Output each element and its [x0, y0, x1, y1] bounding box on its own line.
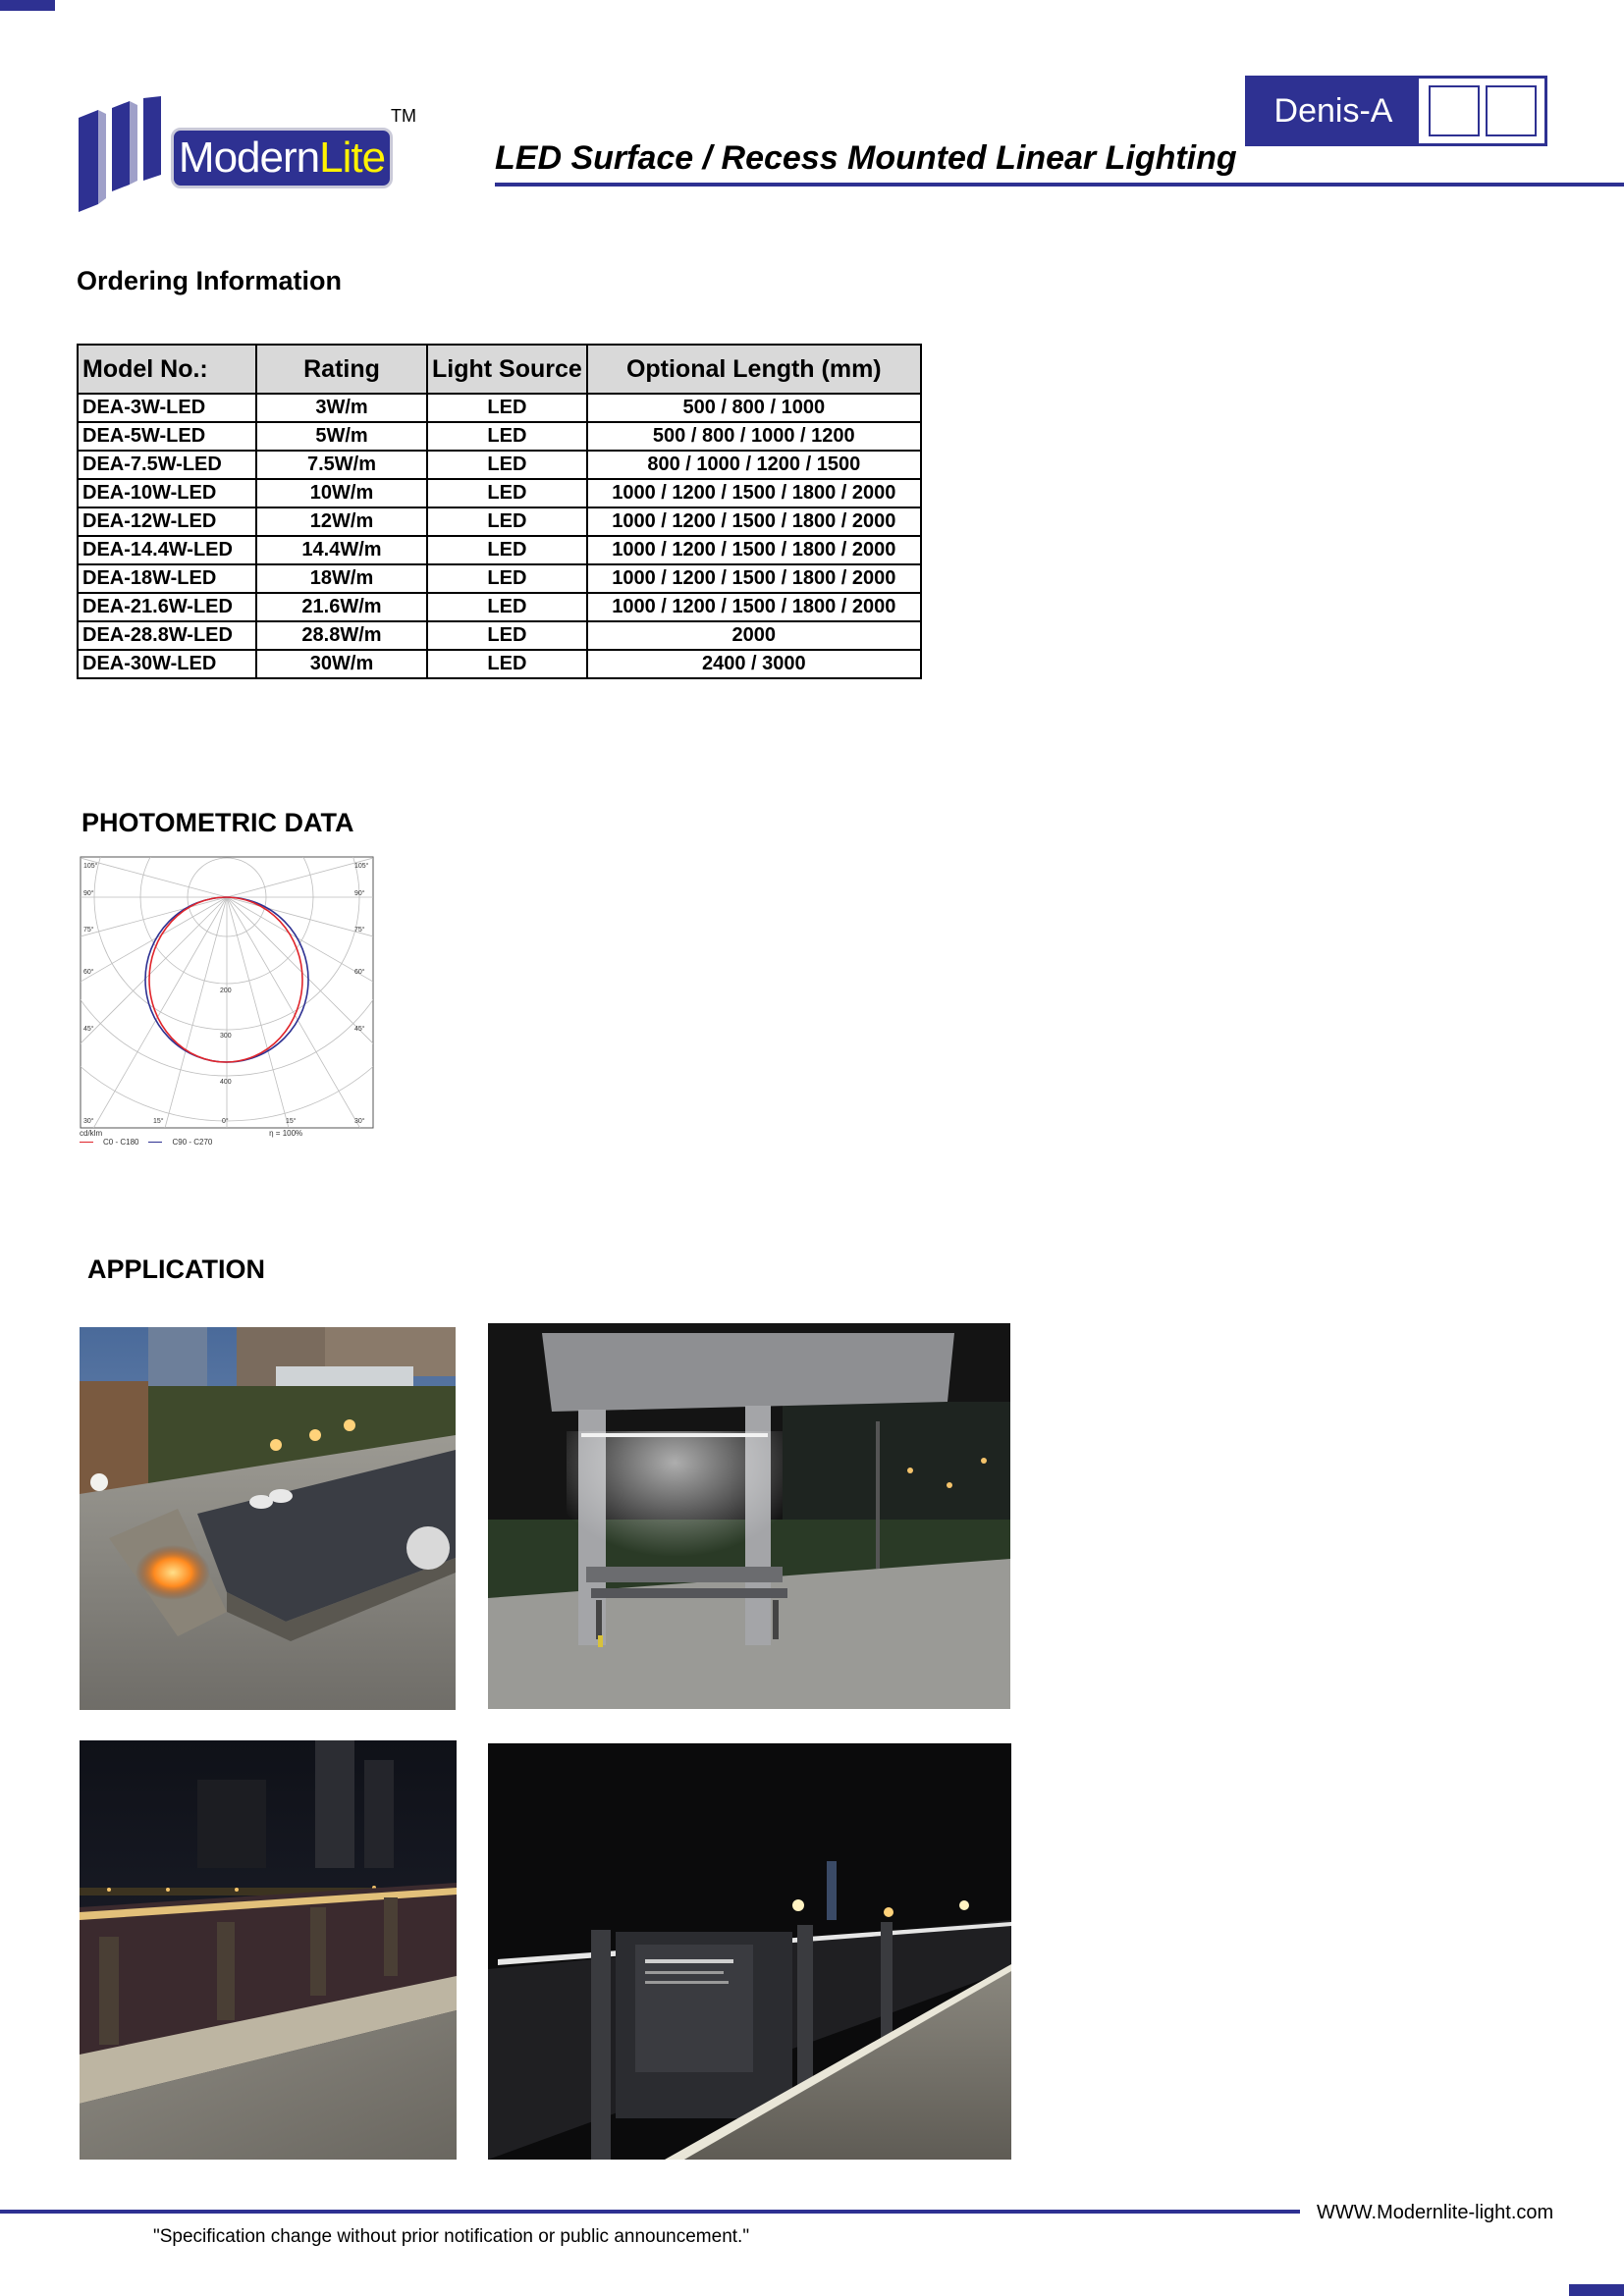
angle-label: 15° — [286, 1118, 297, 1125]
table-cell: 14.4W/m — [256, 536, 427, 564]
angle-label: 75° — [83, 927, 94, 934]
table-cell: 12W/m — [256, 507, 427, 536]
table-cell: DEA-5W-LED — [78, 422, 256, 451]
table-row — [78, 650, 921, 678]
product-name: Denis-A — [1248, 79, 1419, 143]
table-cell: LED — [427, 621, 587, 650]
table-cell: 800 / 1000 / 1200 / 1500 — [587, 451, 921, 479]
application-heading: APPLICATION — [87, 1255, 265, 1284]
table-cell: DEA-30W-LED — [78, 650, 256, 678]
corner-accent-top — [0, 0, 55, 11]
logo-wordmark: ModernLite — [171, 128, 393, 188]
table-header-row — [78, 345, 921, 394]
column-header: Light Source — [427, 345, 587, 394]
product-name-box — [1245, 76, 1547, 146]
angle-label: 30° — [354, 1118, 365, 1125]
radial-label: 300 — [220, 1033, 232, 1040]
legend-label-c0: C0 - C180 — [103, 1138, 139, 1147]
legend-label-c90: C90 - C270 — [172, 1138, 213, 1147]
table-cell: 1000 / 1200 / 1500 / 1800 / 2000 — [587, 536, 921, 564]
application-photo-pavilion — [488, 1323, 1010, 1709]
table-body — [78, 394, 921, 678]
table-cell: 1000 / 1200 / 1500 / 1800 / 2000 — [587, 564, 921, 593]
table-cell: DEA-12W-LED — [78, 507, 256, 536]
unit-label: cd/klm — [80, 1129, 103, 1138]
trademark-symbol: TM — [391, 106, 416, 126]
table-cell: 5W/m — [256, 422, 427, 451]
angle-label: 105° — [83, 863, 98, 870]
table-cell: LED — [427, 650, 587, 678]
footer-website[interactable]: WWW.Modernlite-light.com — [1317, 2202, 1554, 2223]
footer-disclaimer: "Specification change without prior notification or public announcement." — [153, 2226, 750, 2247]
angle-label: 105° — [354, 863, 369, 870]
table-cell: LED — [427, 479, 587, 507]
table-cell: LED — [427, 536, 587, 564]
table-cell: DEA-3W-LED — [78, 394, 256, 422]
document-title: LED Surface / Recess Mounted Linear Lighting — [495, 139, 1237, 177]
option-checkbox-1 — [1429, 85, 1480, 136]
column-header: Model No.: — [78, 345, 256, 394]
table-cell: DEA-7.5W-LED — [78, 451, 256, 479]
polar-legend — [80, 1129, 302, 1147]
table-row — [78, 479, 921, 507]
table-row — [78, 593, 921, 621]
photometric-heading: PHOTOMETRIC DATA — [81, 808, 354, 837]
angle-label: 90° — [83, 890, 94, 897]
logo-mark-icon — [77, 96, 171, 216]
angle-label: 0° — [222, 1118, 229, 1125]
radial-label: 200 — [220, 988, 232, 994]
table-cell: DEA-28.8W-LED — [78, 621, 256, 650]
legend-swatch-c90 — [148, 1142, 162, 1143]
column-header: Rating — [256, 345, 427, 394]
efficiency-label: η = 100% — [269, 1129, 303, 1138]
table-cell: 30W/m — [256, 650, 427, 678]
table-cell: LED — [427, 593, 587, 621]
ordering-heading: Ordering Information — [77, 266, 342, 295]
angle-label: 45° — [354, 1026, 365, 1033]
table-cell: 500 / 800 / 1000 / 1200 — [587, 422, 921, 451]
corner-accent-bottom — [1569, 2284, 1624, 2296]
table-cell: 7.5W/m — [256, 451, 427, 479]
table-row — [78, 394, 921, 422]
angle-label: 30° — [83, 1118, 94, 1125]
table-cell: 3W/m — [256, 394, 427, 422]
table-row — [78, 507, 921, 536]
table-cell: DEA-21.6W-LED — [78, 593, 256, 621]
table-cell: 1000 / 1200 / 1500 / 1800 / 2000 — [587, 479, 921, 507]
angle-label: 60° — [354, 969, 365, 976]
legend-swatch-c0 — [80, 1142, 93, 1143]
polar-light-distribution-diagram — [80, 856, 374, 1150]
footer-divider — [0, 2210, 1300, 2214]
modernlite-logo — [77, 96, 430, 216]
table-cell: LED — [427, 422, 587, 451]
application-photo-promenade — [488, 1743, 1011, 2160]
table-cell: DEA-14.4W-LED — [78, 536, 256, 564]
application-photo-terrace — [80, 1327, 456, 1710]
table-row — [78, 451, 921, 479]
table-cell: LED — [427, 507, 587, 536]
angle-label: 15° — [153, 1118, 164, 1125]
angle-label: 60° — [83, 969, 94, 976]
table-cell: 1000 / 1200 / 1500 / 1800 / 2000 — [587, 507, 921, 536]
table-cell: 2400 / 3000 — [587, 650, 921, 678]
ordering-table — [77, 344, 922, 679]
table-cell: 10W/m — [256, 479, 427, 507]
angle-label: 45° — [83, 1026, 94, 1033]
table-row — [78, 564, 921, 593]
table-row — [78, 621, 921, 650]
table-cell: 21.6W/m — [256, 593, 427, 621]
table-cell: LED — [427, 394, 587, 422]
table-cell: 28.8W/m — [256, 621, 427, 650]
radial-label: 400 — [220, 1079, 232, 1086]
table-cell: 18W/m — [256, 564, 427, 593]
table-cell: 1000 / 1200 / 1500 / 1800 / 2000 — [587, 593, 921, 621]
header-divider — [495, 183, 1624, 187]
table-cell: 500 / 800 / 1000 — [587, 394, 921, 422]
table-cell: LED — [427, 451, 587, 479]
table-row — [78, 422, 921, 451]
column-header: Optional Length (mm) — [587, 345, 921, 394]
table-cell: DEA-18W-LED — [78, 564, 256, 593]
table-cell: LED — [427, 564, 587, 593]
angle-label: 75° — [354, 927, 365, 934]
table-cell: DEA-10W-LED — [78, 479, 256, 507]
table-row — [78, 536, 921, 564]
table-cell: 2000 — [587, 621, 921, 650]
application-photo-riverside-railing — [80, 1740, 457, 2160]
option-checkbox-2 — [1486, 85, 1537, 136]
angle-label: 90° — [354, 890, 365, 897]
